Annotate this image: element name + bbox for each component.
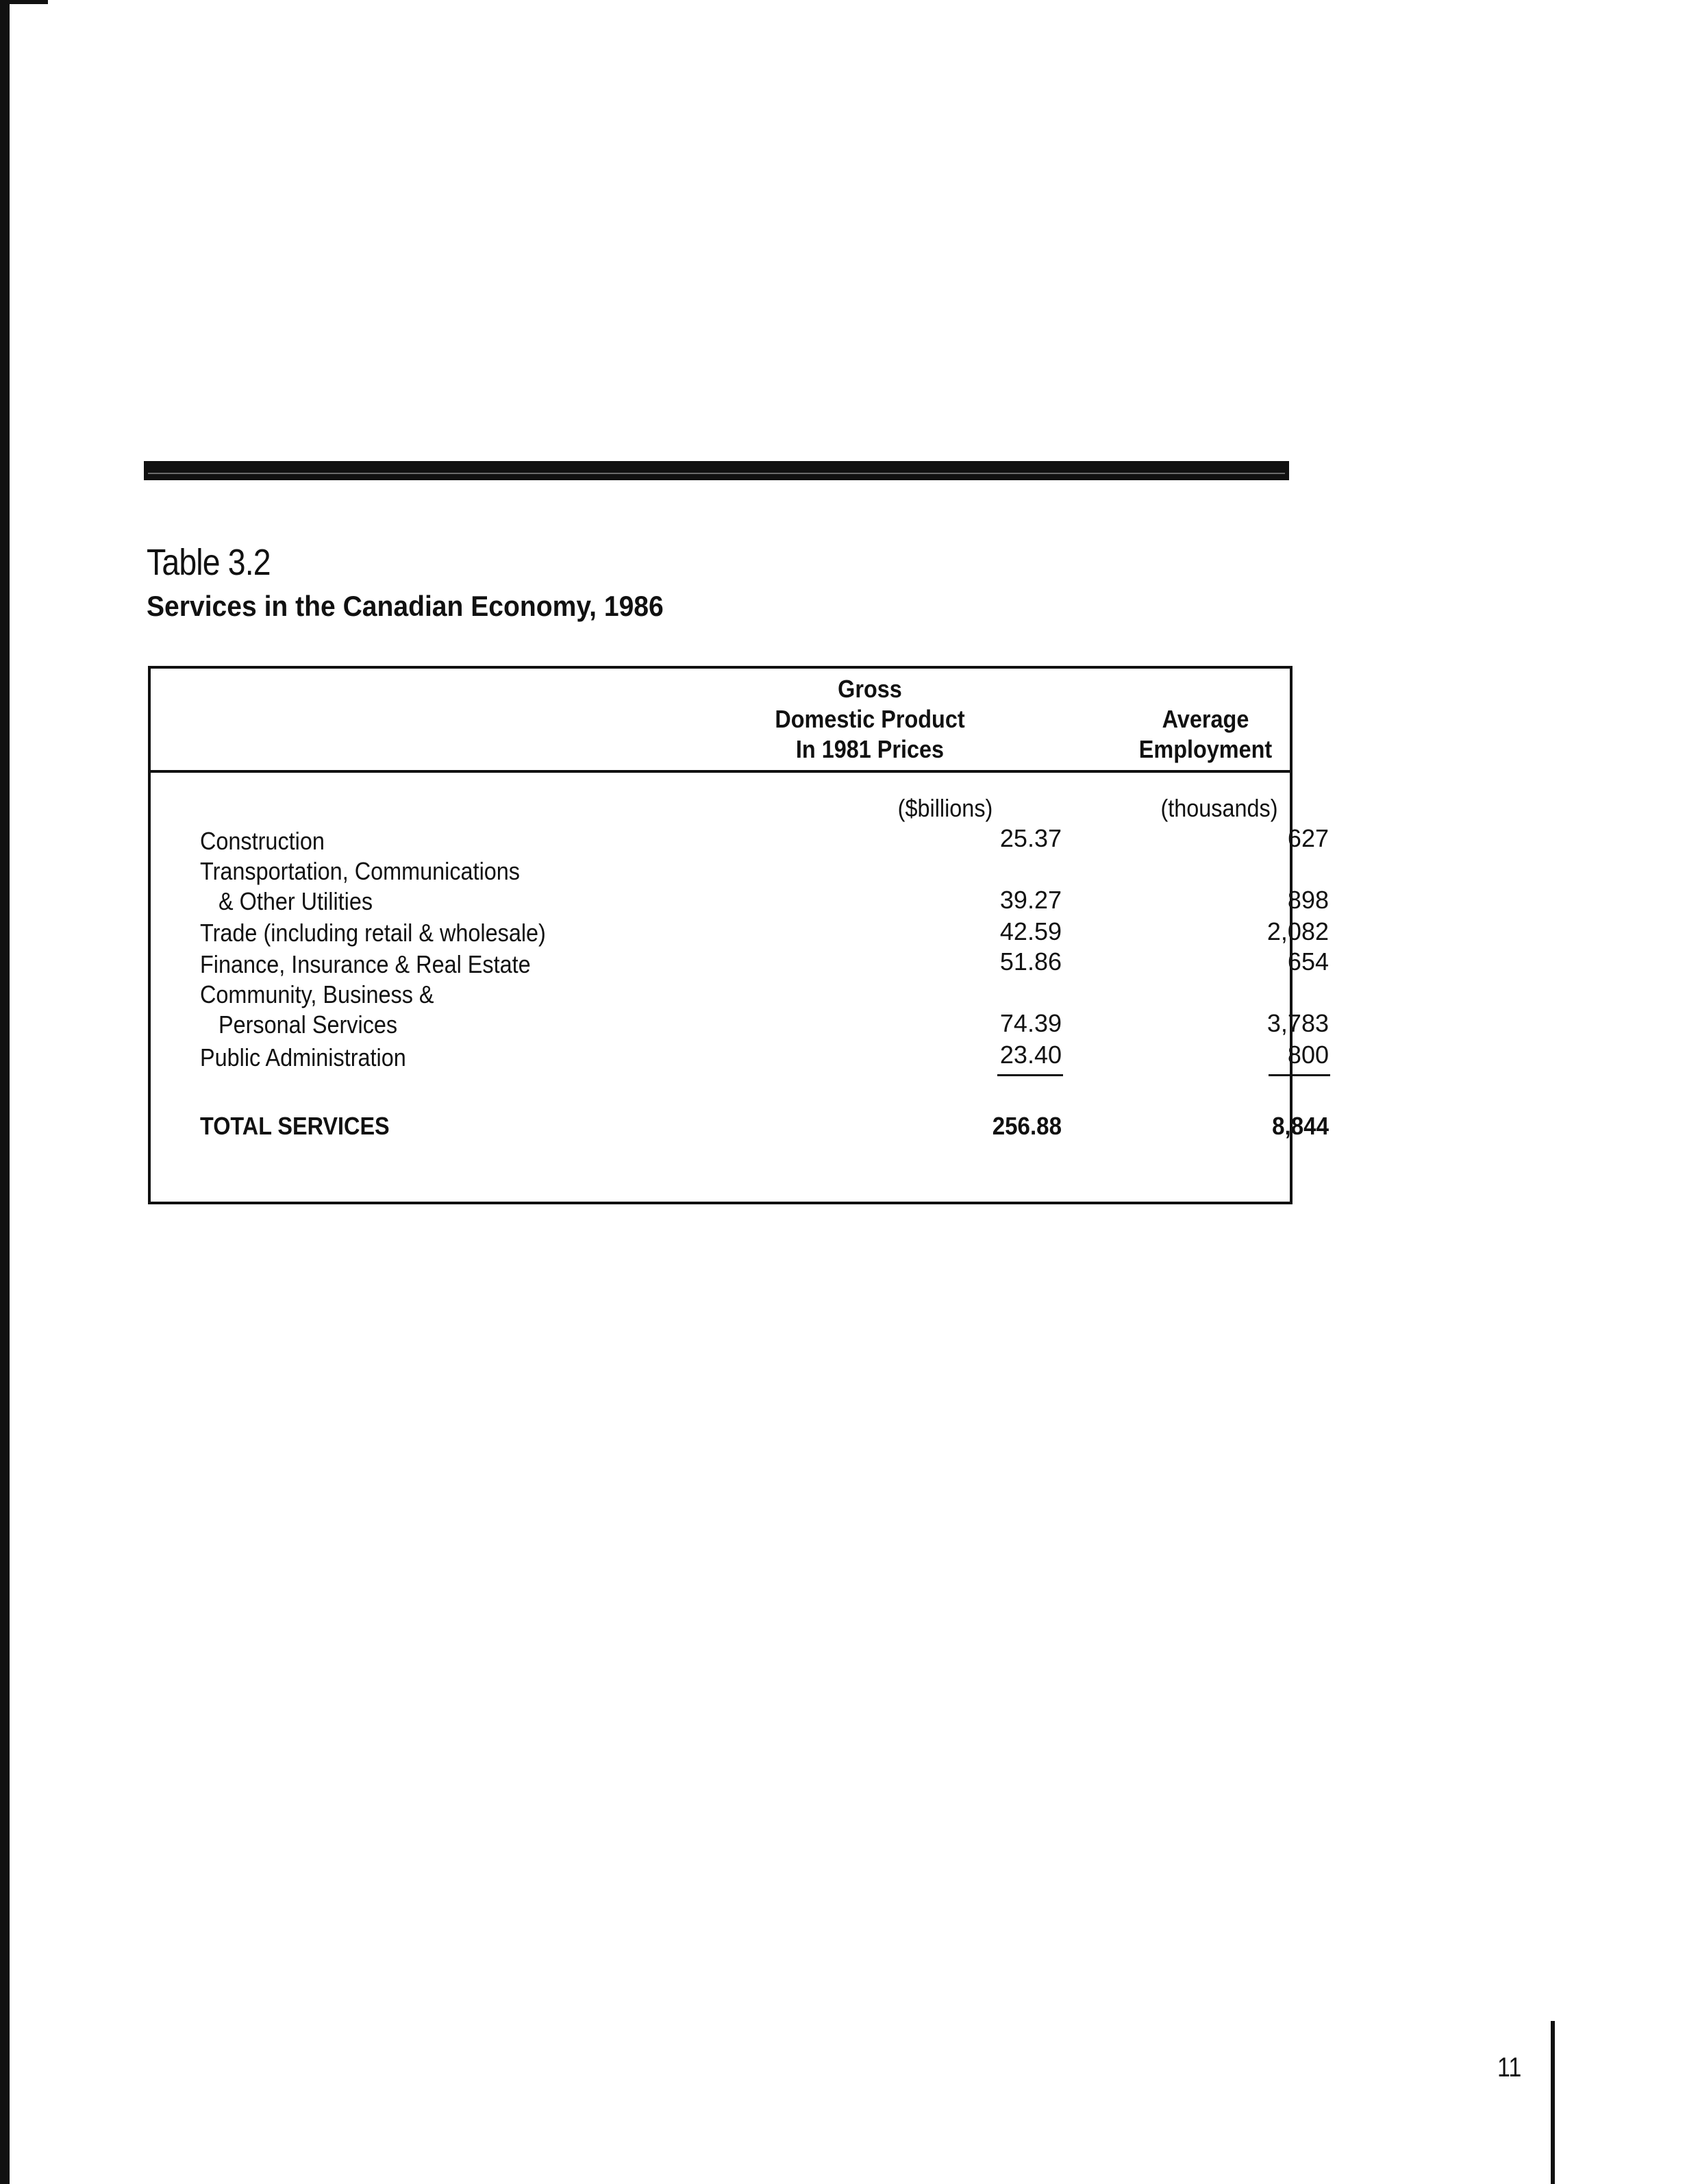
page-edge-corner (0, 0, 48, 4)
column-header-gdp (734, 674, 1006, 765)
column-header-gdp-line: Domestic Product (775, 705, 965, 733)
header-rule-bar (144, 461, 1289, 480)
gdp-sum-underline (997, 1074, 1063, 1076)
employment-sum-underline (1269, 1074, 1330, 1076)
gdp-value-trade: 42.59 (999, 917, 1062, 945)
employment-value-community: 3,783 (1266, 1009, 1329, 1037)
gdp-total-value: 256.88 (992, 1112, 1062, 1140)
table-number-label: Table 3.2 (147, 542, 271, 583)
page-number: 11 (1497, 2052, 1522, 2083)
employment-value-trade: 2,082 (1266, 917, 1329, 945)
column-header-employment (1076, 704, 1335, 765)
gdp-unit-label: ($billions) (897, 794, 993, 822)
row-label-line: Public Administration (200, 1043, 406, 1071)
row-label-line: Personal Services (219, 1010, 398, 1039)
employment-value-transportation: 898 (1287, 886, 1329, 914)
column-header-employment-line: Employment (1138, 735, 1273, 763)
row-label-public-administration (200, 1043, 406, 1073)
employment-unit-label: (thousands) (1160, 794, 1278, 822)
row-label-transportation (200, 856, 520, 917)
employment-value-public-administration: 800 (1287, 1041, 1329, 1069)
page-edge-left (0, 0, 10, 2184)
row-label-line: Trade (including retail & wholesale) (200, 919, 546, 947)
gdp-value-construction: 25.37 (999, 824, 1062, 852)
gdp-value-public-administration: 23.40 (999, 1041, 1062, 1069)
column-header-gdp-line: In 1981 Prices (795, 735, 945, 763)
row-label-line: Transportation, Communications (200, 857, 521, 885)
employment-total-value: 8,844 (1272, 1112, 1329, 1140)
row-label-line: Finance, Insurance & Real Estate (200, 950, 531, 978)
column-header-gdp-line: Gross (838, 675, 902, 703)
row-label-community (200, 980, 434, 1040)
row-label-trade (200, 918, 546, 948)
column-header-employment-line: Average (1162, 705, 1249, 733)
page-edge-right (1551, 2021, 1555, 2184)
header-divider (151, 770, 1290, 773)
row-label-line: Construction (200, 827, 325, 855)
row-label-construction (200, 826, 325, 856)
gdp-value-finance: 51.86 (999, 947, 1062, 976)
total-label: TOTAL SERVICES (200, 1112, 390, 1140)
employment-value-construction: 627 (1287, 824, 1329, 852)
row-label-finance (200, 950, 531, 980)
row-label-line: Community, Business & (200, 980, 434, 1008)
data-table (148, 666, 1329, 1204)
gdp-value-community: 74.39 (999, 1009, 1062, 1037)
gdp-value-transportation: 39.27 (999, 886, 1062, 914)
table-title: Services in the Canadian Economy, 1986 (147, 590, 664, 622)
employment-value-finance: 654 (1287, 947, 1329, 976)
row-label-line: & Other Utilities (219, 887, 373, 915)
